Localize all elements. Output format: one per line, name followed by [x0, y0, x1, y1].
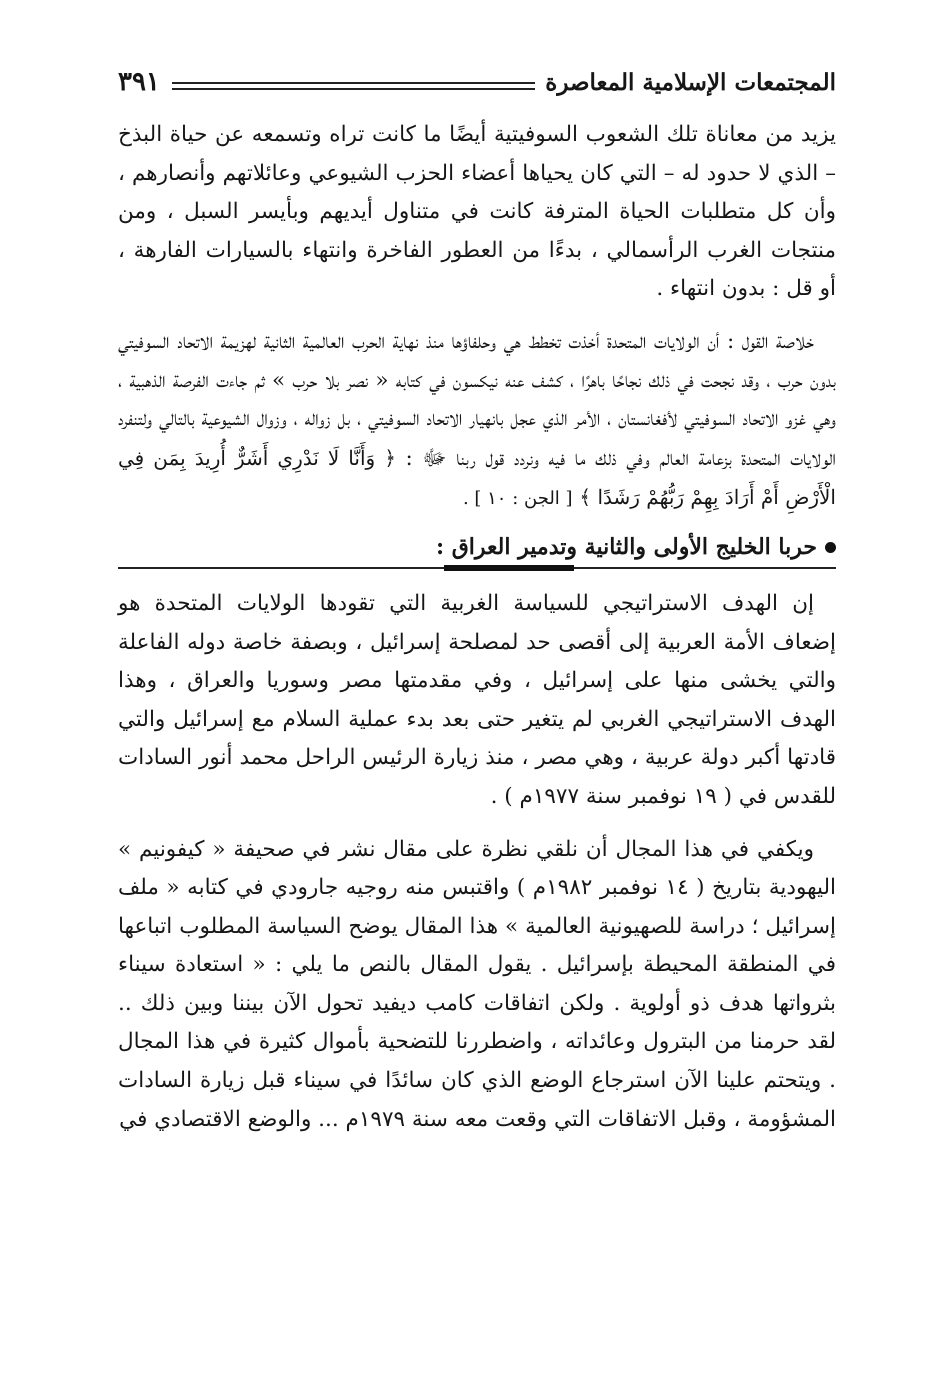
book-page	[118, 62, 836, 1362]
section-heading-row	[436, 534, 836, 560]
paragraph-2	[118, 323, 836, 519]
page-number: ٣٩١	[118, 67, 160, 97]
section-heading	[118, 527, 836, 567]
paragraph-1-text: يزيد من معاناة تلك الشعوب السوفيتية أيضًا ما كانت تراه وتسمعه عن حياة البذخ – الذي لا حدود له – التي كان يحياها أعضاء الحزب الشيوعي وعائلاتهم وأنصارهم ، وأن كل متطلبات الحياة المترفة كانت في متناول أيديهم وبأيسر السبل ، ومن منتجات الغرب الرأسمالي ، بدءًا من العطور الفاخرة وانتهاء بالسيارات الفارهة ، أو قل : بدون انتهاء .	[118, 122, 836, 302]
header-title: المجتمعات الإسلامية المعاصرة	[545, 68, 836, 96]
paragraph-4	[118, 831, 836, 1140]
paragraph-2-text: خلاصة القول : أن الولايات المتحدة أخذت تخطط هي وحلفاؤها منذ نهاية الحرب العالمية الثانية لهزيمة الاتحاد السوفيتي بدون حرب ، وقد نجحت في ذلك نجاحًا باهرًا ، كشف عنه نيكسون في كتابه « نصر بلا حرب » ثم جاءت الفرصة الذهبية ، وهي غزو الاتحاد السوفيتي لأفغانستان ، الأمر الذي عجل بانهيار الاتحاد السوفيتي ، بل زواله ، وزوال الشيوعية بالتالي ولتنفرد الولايات المتحدة بزعامة العالم وفي ذلك ما فيه ونردد قول ربنا ﷻ :	[118, 328, 836, 471]
paragraph-1	[118, 116, 836, 309]
paragraph-4-text: ويكفي في هذا المجال أن نلقي نظرة على مقال نشر في صحيفة « كيفونيم » اليهودية بتاريخ ( ١٤ نوفمبر ١٩٨٢م ) واقتبس منه روجيه جارودي في كتابه « ملف إسرائيل ؛ دراسة للصهيونية العالمية » هذا المقال يوضح السياسة المطلوب اتباعها في المنطقة المحيطة بإسرائيل . يقول المقال بالنص ما يلي : « استعادة سيناء بثرواتها هدف ذو أولوية . ولكن اتفاقات كامب ديفيد تحول الآن بيننا وبين ذلك .. لقد حرمنا من البترول وعائداته ، واضطررنا للتضحية بأموال كثيرة في هذا المجال . ويتحتم علينا الآن استرجاع الوضع الذي كان سائدًا في سيناء قبل زيارة السادات المشؤومة ، وقبل الاتفاقات التي وقعت معه سنة ١٩٧٩م ... والوضع الاقتصادي في	[118, 836, 836, 1132]
section-heading-text: حربا الخليج الأولى والثانية وتدمير العراق :	[435, 533, 817, 560]
running-header	[118, 62, 836, 102]
quran-verse: ﴿ وَأَنَّا لَا نَدْرِي أَشَرٌّ أُرِيدَ بِمَن فِي الْأَرْضِ أَمْ أَرَادَ بِهِمْ رَبُّهُمْ رَشَدًا ﴾	[118, 445, 836, 510]
verse-citation: [ الجن : ١٠ ] .	[462, 488, 573, 510]
bullet-icon	[825, 542, 836, 553]
paragraph-3	[118, 585, 836, 817]
section-underline-accent	[444, 565, 574, 571]
paragraph-3-text: إن الهدف الاستراتيجي للسياسة الغربية التي تقودها الولايات المتحدة هو إضعاف الأمة العربية إلى أقصى حد لمصلحة إسرائيل ، وبصفة خاصة دوله الفاعلة والتي يخشى منها على إسرائيل ، وفي مقدمتها مصر وسوريا والعراق ، وهذا الهدف الاستراتيجي الغربي لم يتغير حتى بعد بدء عملية السلام مع إسرائيل والتي قادتها أكبر دولة عربية ، وهي مصر ، منذ زيارة الرئيس الراحل محمد أنور السادات للقدس في ( ١٩ نوفمبر سنة ١٩٧٧م ) .	[118, 590, 836, 809]
header-rule	[172, 82, 535, 90]
